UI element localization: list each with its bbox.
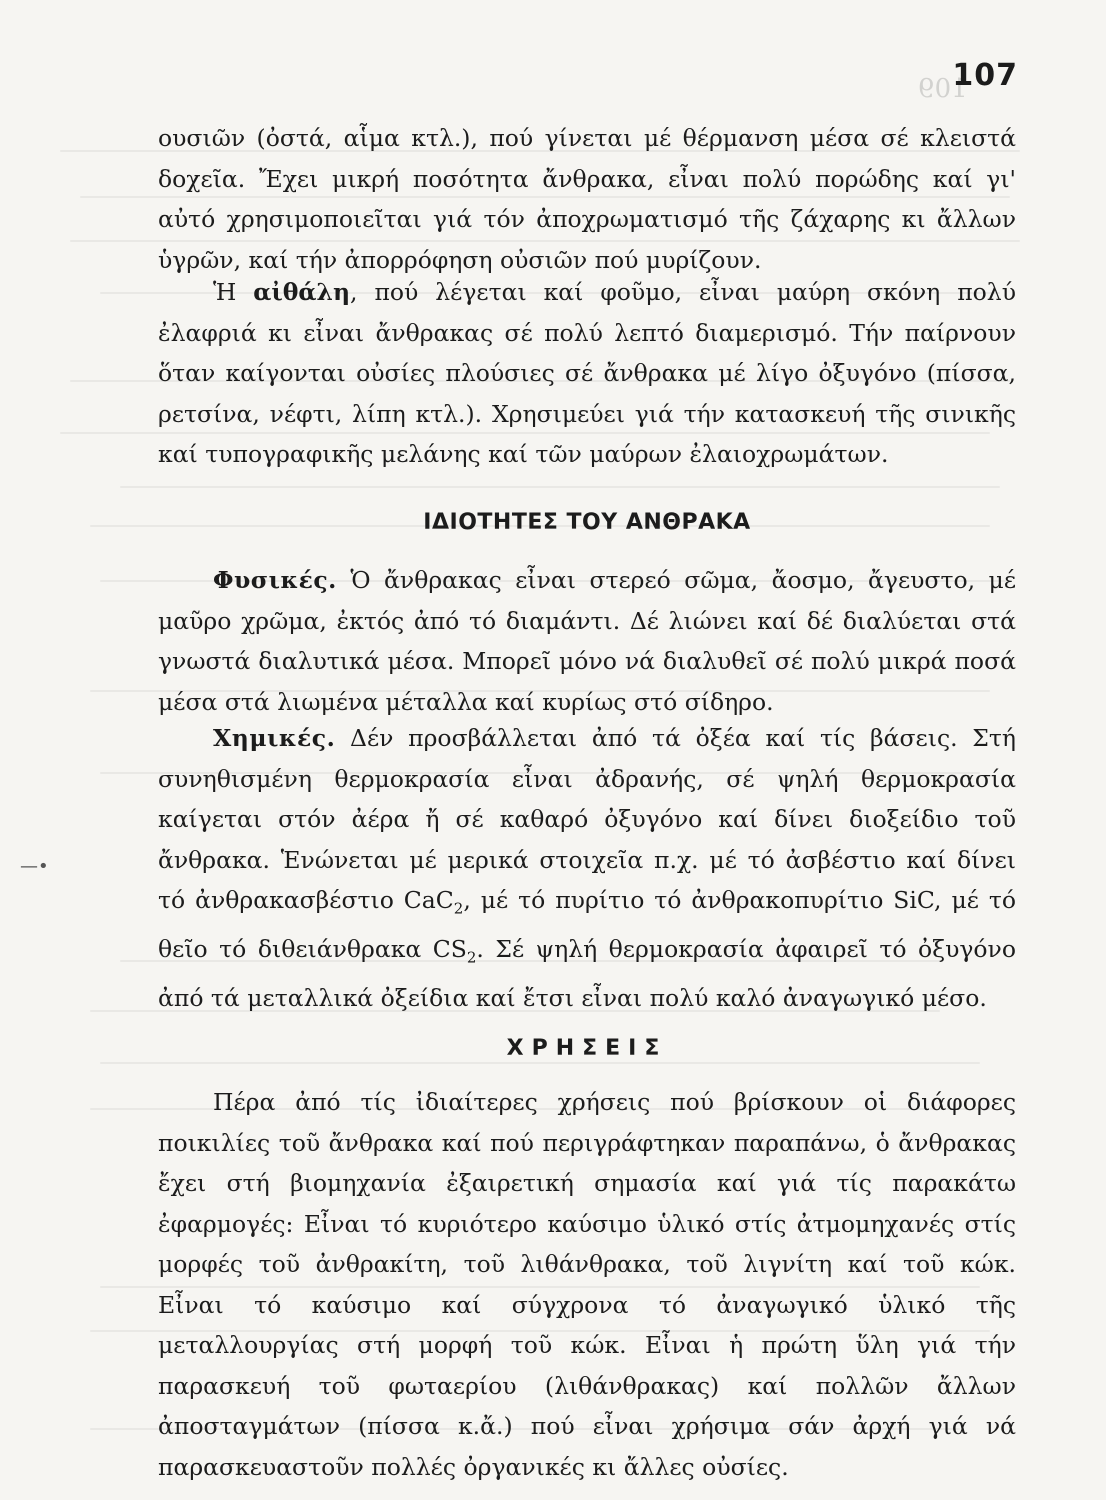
paragraph-soot [158, 272, 1016, 475]
term-physical: Φυσικές. [213, 566, 337, 594]
page-number: 107 [952, 58, 1018, 93]
section-heading-properties: ΙΔΙΟΤΗΤΕΣ ΤΟΥ ΑΝΘΡΑΚΑ [423, 510, 751, 535]
paragraph-text: ουσιῶν (ὀστά, αἷμα κτλ.), πού γίνεται μέ θέρμανση μέσα σέ κλειστά δοχεῖα. Ἔχει μικρή ποσότητα ἄνθρακα, εἶναι πολύ πορώδης καί γι' αὐτό χρησιμοποιεῖται γιά τόν ἀποχρωματισμό τῆς ζάχαρης κι ἄλλων ὑγρῶν, καί τήν ἀπορρόφηση οὐσιῶν πού μυρίζουν. [158, 124, 1016, 274]
paragraph-uses [158, 1082, 1016, 1487]
margin-mark: —• [20, 856, 49, 877]
formula-calcium-carbide: CaC$_2$ [403, 886, 464, 918]
term-chemical: Χημικές. [213, 724, 336, 752]
paragraph-text: . Σέ ψηλή θερμοκρασία ἀφαιρεῖ τό ὀξυγόνο ἀπό τά μεταλλικά ὀξείδια καί ἔτσι εἶναι πολύ καλό ἀναγωγικό μέσο. [158, 935, 1016, 1013]
section-heading-uses: ΧΡΗΣΕΙΣ [506, 1036, 668, 1061]
paragraph-physical-properties [158, 560, 1016, 722]
formula-carbon-disulfide: $CS_2$ [432, 935, 477, 967]
term-soot: αἰθάλη [253, 278, 351, 306]
paragraph-chemical-properties [158, 718, 1016, 1019]
paragraph-intro: Ἡ [213, 278, 254, 306]
bleed-page-number: 109 [918, 74, 968, 104]
paragraph-text: Πέρα ἀπό τίς ἰδιαίτερες χρήσεις πού βρίσκουν οἱ διάφορες ποικιλίες τοῦ ἄνθρακα καί πού περιγράφτηκαν παραπάνω, ὁ ἄνθρακας ἔχει στή βιομηχανία ἐξαιρετική σημασία καί γιά τίς παρακάτω ἐφαρμογές: Εἶναι τό κυριότερο καύσιμο ὑλικό στίς ἀτμομηχανές στίς μορφές τοῦ ἀνθρακίτη, τοῦ λιθάνθρακα, τοῦ λιγνίτη καί τοῦ κώκ. Εἶναι τό καύσιμο καί σύγχρονα τό ἀναγωγικό ὑλικό τῆς μεταλλουργίας στή μορφή τοῦ κώκ. Εἶναι ἡ πρώτη ὕλη γιά τήν παρασκευή τοῦ φωταερίου (λιθάνθρακας) καί πολλῶν ἄλλων ἀποσταγμάτων (πίσσα κ.ἄ.) πού εἶναι χρήσιμα σάν ἀρχή γιά νά παρασκευαστοῦν πολλές ὀργανικές κι ἄλλες οὐσίες. [158, 1088, 1016, 1481]
paragraph-text: Ὁ ἄνθρακας εἶναι στερεό σῶμα, ἄοσμο, ἄγευστο, μέ μαῦρο χρῶμα, ἐκτός ἀπό τό διαμάντι. Δέ λιώνει καί δέ διαλύεται στά γνωστά διαλυτικά μέσα. Μπορεῖ μόνο νά διαλυθεῖ σέ πολύ μικρά ποσά μέσα στά λιωμένα μέταλλα καί κυρίως στό σίδηρο. [158, 566, 1016, 716]
paragraph-text: , μέ τό πυρίτιο τό ἀνθρακοπυρίτιο SiC, μέ τό θεῖο τό διθειάνθρακα [158, 886, 1016, 964]
paragraph-text: , πού λέγεται καί φοῦμο, εἶναι μαύρη σκόνη πολύ ἐλαφριά κι εἶναι ἄνθρακας σέ πολύ λεπτό διαμερισμό. Τήν παίρνουν ὅταν καίγονται οὐσίες πλούσιες σέ ἄνθρακα μέ λίγο ὀξυγόνο (πίσσα, ρετσίνα, νέφτι, λίπη κτλ.). Χρησιμεύει γιά τήν κατασκευή τῆς σινικῆς καί τυπογραφικῆς μελάνης καί τῶν μαύρων ἐλαιοχρωμάτων. [158, 278, 1016, 468]
paragraph-bone-char [158, 118, 1016, 280]
paragraph-text: Δέν προσβάλλεται ἀπό τά ὀξέα καί τίς βάσεις. Στή συνηθισμένη θερμοκρασία εἶναι ἀδρανής, σέ ψηλή θερμοκρασία καίγεται στόν ἀέρα ἤ σέ καθαρό ὀξυγόνο καί δίνει διοξείδιο τοῦ ἄνθρακα. Ἑνώνεται μέ μερικά στοιχεῖα π.χ. μέ τό ἀσβέστιο καί δίνει τό ἀνθρακασβέστιο [158, 724, 1016, 914]
